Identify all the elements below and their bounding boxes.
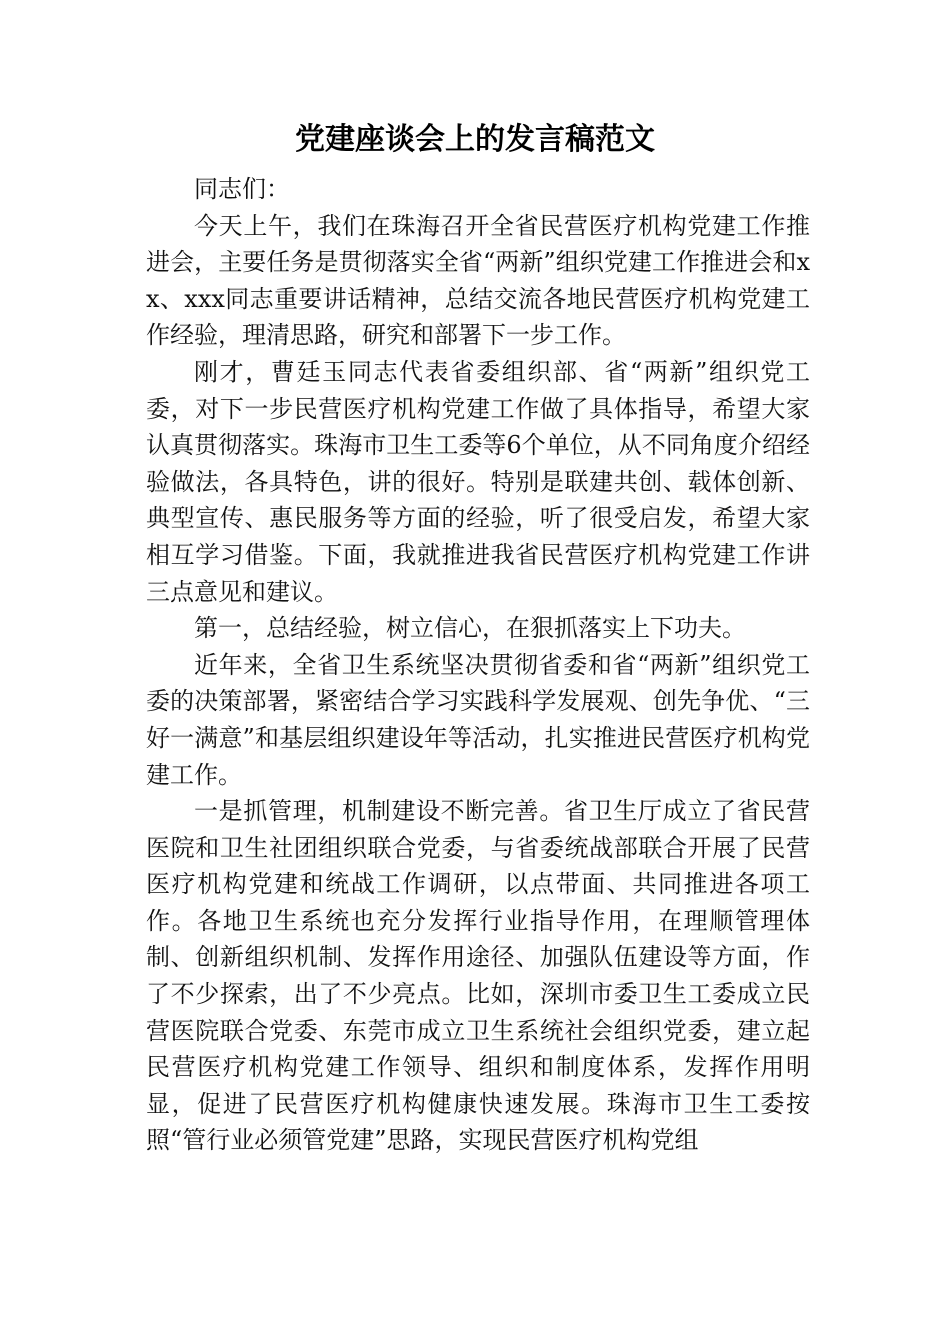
document-title: 党建座谈会上的发言稿范文 xyxy=(295,122,655,157)
section-heading-paragraph: 第一，总结经验，树立信心，在狠抓落实上下功夫。 xyxy=(194,614,746,643)
body-paragraph: 今天上午，我们在珠海召开全省民营医疗机构党建工作推进会，主要任务是贯彻落实全省“两新”组织党建工作推进会和xx、xxx同志重要讲话精神，总结交流各地民营医疗机构党建工作经验，理清思路，研究和部署下一步工作。 xyxy=(146,211,810,350)
body-paragraph: 一是抓管理，机制建设不断完善。省卫生厅成立了省民营医院和卫生社团组织联合党委，与省委统战部联合开展了民营医疗机构党建和统战工作调研，以点带面、共同推进各项工作。各地卫生系统也充分发挥行业指导作用，在理顺管理体制、创新组织机制、发挥作用途径、加强队伍建设等方面，作了不少探索，出了不少亮点。比如，深圳市委卫生工委成立民营医院联合党委、东莞市成立卫生系统社会组织党委，建立起民营医疗机构党建工作领导、组织和制度体系，发挥作用明显，促进了民营医疗机构健康快速发展。珠海市卫生工委按照“管行业必须管党建”思路，实现民营医疗机构党组 xyxy=(146,797,810,1155)
body-paragraph: 近年来，全省卫生系统坚决贯彻省委和省“两新”组织党工委的决策部署，紧密结合学习实践科学发展观、创先争优、“三好一满意”和基层组织建设年等活动，扎实推进民营医疗机构党建工作。 xyxy=(146,650,810,789)
salutation-paragraph: 同志们： xyxy=(194,175,290,203)
body-paragraph: 刚才，曹廷玉同志代表省委组织部、省“两新”组织党工委，对下一步民营医疗机构党建工作做了具体指导，希望大家认真贯彻落实。珠海市卫生工委等6个单位，从不同角度介绍经验做法，各具特色，讲的很好。特别是联建共创、载体创新、典型宣传、惠民服务等方面的经验，听了很受启发，希望大家相互学习借鉴。下面，我就推进我省民营医疗机构党建工作讲三点意见和建议。 xyxy=(146,357,810,606)
document-body xyxy=(146,171,810,1159)
